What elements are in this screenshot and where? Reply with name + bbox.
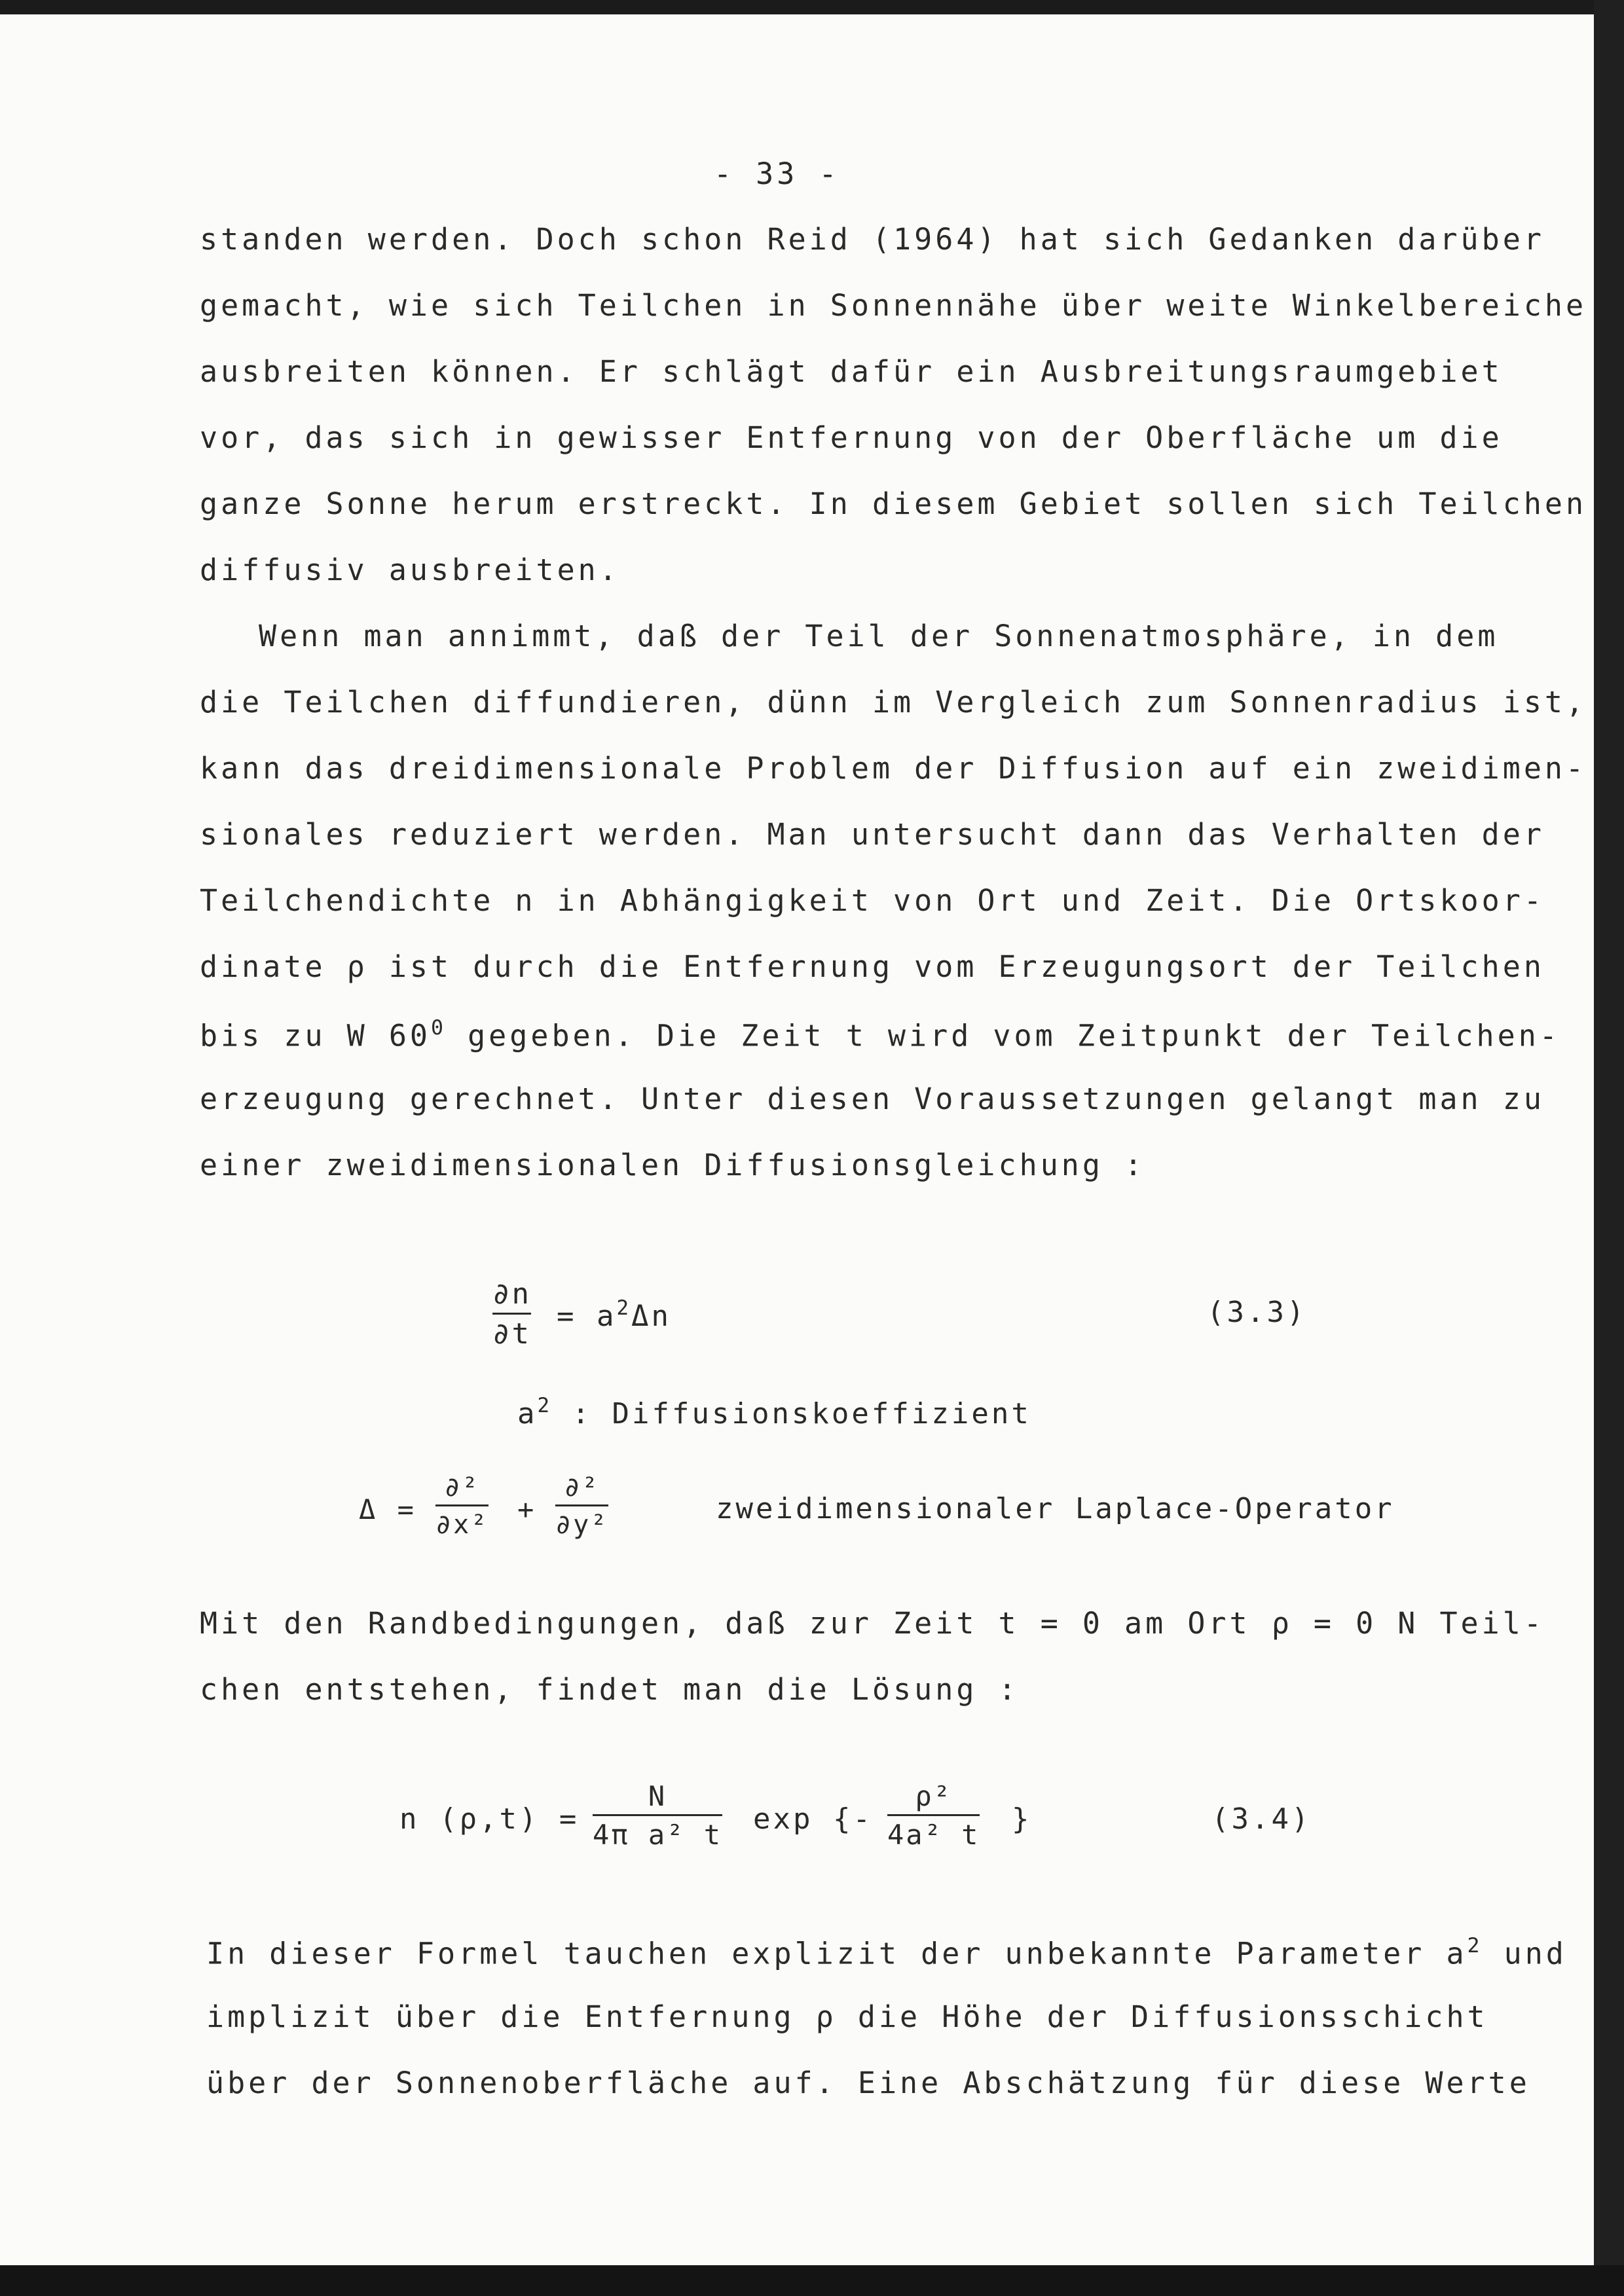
laplace-plus: + — [517, 1493, 537, 1525]
eq34-exp-numerator: ρ² — [915, 1780, 952, 1812]
fraction-bar — [593, 1814, 722, 1816]
eq34-exp-denominator: 4a² t — [887, 1819, 980, 1851]
page-number: - 33 - — [714, 156, 840, 191]
document-page — [0, 14, 1594, 2265]
eq34-label: (3.4) — [1211, 1802, 1312, 1836]
eq34-main-numerator: N — [648, 1780, 667, 1812]
laplace-fraction-x — [435, 1474, 489, 1538]
fraction-bar — [435, 1504, 489, 1506]
eq34-lhs: n (ρ,t) = — [399, 1802, 580, 1836]
text-line: Mit den Randbedingungen, daß zur Zeit t = 0 am Ort ρ = 0 N Teil- — [200, 1606, 1545, 1641]
text-line: standen werden. Doch schon Reid (1964) hat sich Gedanken darüber — [200, 222, 1545, 257]
text-line: In dieser Formel tauchen explizit der unbekannte Parameter $a^2$ und — [206, 1934, 1567, 1971]
fraction-bar — [555, 1504, 608, 1506]
text-line: sionales reduziert werden. Man untersucht dann das Verhalten der — [200, 817, 1545, 852]
text-line: bis zu W $60^0$ gegeben. Die Zeit t wird vom Zeitpunkt der Teilchen- — [200, 1016, 1560, 1053]
laplace-fy-numerator: ∂² — [564, 1472, 600, 1503]
eq33-label: (3.3) — [1207, 1296, 1307, 1329]
scan-right-edge — [1594, 0, 1624, 2296]
eq33-rhs: = $a^2\Delta n$ — [557, 1296, 672, 1333]
laplace-description: zweidimensionaler Laplace-Operator — [716, 1492, 1395, 1525]
fraction-bar — [492, 1313, 531, 1315]
text-line: implizit über die Entfernung ρ die Höhe der Diffusionsschicht — [206, 1999, 1488, 2034]
eq34-exp: exp {- — [753, 1802, 873, 1836]
text-line: ganze Sonne herum erstreckt. In diesem Gebiet sollen sich Teilchen — [200, 486, 1587, 521]
laplace-fy-denominator: ∂y² — [555, 1510, 609, 1540]
text-line: erzeugung gerechnet. Unter diesen Voraussetzungen gelangt man zu — [200, 1082, 1545, 1116]
text-line: kann das dreidimensionale Problem der Diffusion auf ein zweidimen- — [200, 751, 1587, 786]
laplace-fx-numerator: ∂² — [444, 1472, 480, 1503]
text-line: Teilchendichte n in Abhängigkeit von Ort und Zeit. Die Ortskoor- — [200, 883, 1545, 918]
fraction-bar — [887, 1814, 980, 1816]
eq33-denominator: ∂t — [492, 1317, 531, 1351]
eq34-fraction-exp — [887, 1780, 980, 1851]
text-line: über der Sonnenoberfläche auf. Eine Abschätzung für diese Werte — [206, 2066, 1530, 2100]
text-line: einer zweidimensionalen Diffusionsgleichung : — [200, 1148, 1146, 1182]
laplace-fx-denominator: ∂x² — [435, 1510, 489, 1540]
eq33-numerator: ∂n — [492, 1277, 531, 1311]
text-line: chen entstehen, findet man die Lösung : — [200, 1672, 1020, 1707]
text-line: dinate ρ ist durch die Entfernung vom Erzeugungsort der Teilchen — [200, 949, 1545, 984]
eq33-fraction — [492, 1277, 531, 1351]
text-line: gemacht, wie sich Teilchen in Sonnennähe über weite Winkelbereiche — [200, 288, 1587, 323]
eq34-close: } — [1012, 1802, 1032, 1836]
text-line: Wenn man annimmt, daß der Teil der Sonnenatmosphäre, in dem — [259, 619, 1499, 653]
laplace-fraction-y — [555, 1474, 608, 1538]
diffusion-coefficient-definition: $a^2$ : Diffusionskoeffizient — [517, 1394, 1031, 1430]
laplace-lhs: Δ = — [359, 1493, 416, 1525]
eq34-main-denominator: 4π a² t — [593, 1819, 723, 1851]
eq34-fraction-main — [593, 1780, 723, 1851]
text-line: diffusiv ausbreiten. — [200, 553, 620, 587]
scan-bottom-edge — [0, 2265, 1624, 2296]
text-line: vor, das sich in gewisser Entfernung von der Oberfläche um die — [200, 420, 1503, 455]
text-line: die Teilchen diffundieren, dünn im Vergleich zum Sonnenradius ist, — [200, 685, 1587, 720]
text-line: ausbreiten können. Er schlägt dafür ein Ausbreitungsraumgebiet — [200, 354, 1503, 389]
